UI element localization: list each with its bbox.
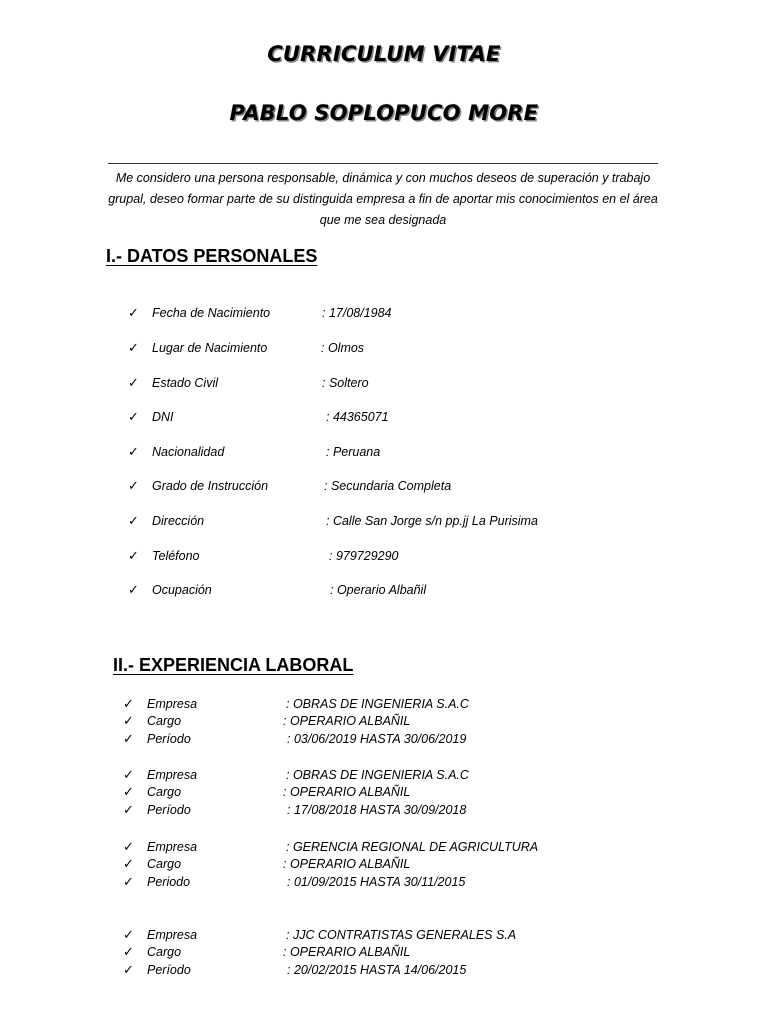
checkmark-icon: ✓ [123, 731, 134, 746]
field-value: : 17/08/1984 [322, 306, 392, 320]
field-value: : OBRAS DE INGENIERIA S.A.C [286, 697, 469, 711]
field-value: : OPERARIO ALBAÑIL [283, 857, 411, 871]
field-label: Periodo [147, 875, 191, 889]
field-value: : Secundaria Completa [324, 479, 452, 493]
field-label: Ocupación [152, 583, 212, 597]
field-value: : 01/09/2015 HASTA 30/11/2015 [287, 875, 466, 889]
checkmark-icon: ✓ [128, 305, 139, 320]
field-label: Empresa [147, 840, 198, 854]
checkmark-icon: ✓ [123, 802, 134, 817]
field-value: : Calle San Jorge s/n pp.jj La Purisima [326, 514, 538, 528]
field-value: : OPERARIO ALBAÑIL [283, 945, 411, 959]
person-name: PABLO SOPLOPUCO MORE [229, 101, 539, 125]
field-value: : 44365071 [326, 410, 389, 424]
field-value: : GERENCIA REGIONAL DE AGRICULTURA [286, 840, 539, 854]
field-value: : Soltero [322, 376, 369, 390]
field-value: : 17/08/2018 HASTA 30/09/2018 [287, 803, 467, 817]
checkmark-icon: ✓ [123, 944, 134, 959]
field-value: : Olmos [321, 341, 365, 355]
field-label: Empresa [147, 768, 198, 782]
checkmark-icon: ✓ [123, 962, 134, 977]
checkmark-icon: ✓ [123, 713, 134, 728]
field-value: : OBRAS DE INGENIERIA S.A.C [286, 768, 469, 782]
checkmark-icon: ✓ [123, 784, 134, 799]
field-label: Cargo [147, 857, 182, 871]
field-label: Período [147, 803, 191, 817]
field-label: Período [147, 963, 191, 977]
field-label: Lugar de Nacimiento [152, 341, 268, 355]
field-label: Fecha de Nacimiento [152, 306, 271, 320]
field-label: Empresa [147, 928, 198, 942]
field-value: : OPERARIO ALBAÑIL [283, 714, 411, 728]
checkmark-icon: ✓ [128, 582, 139, 597]
field-value: : 03/06/2019 HASTA 30/06/2019 [287, 732, 467, 746]
field-label: Teléfono [152, 549, 200, 563]
checkmark-icon: ✓ [128, 340, 139, 355]
checkmark-icon: ✓ [128, 478, 139, 493]
checkmark-icon: ✓ [123, 839, 134, 854]
field-label: Estado Civil [152, 376, 218, 390]
checkmark-icon: ✓ [128, 548, 139, 563]
profile-summary: Me considero una persona responsable, dinámica y con muchos deseos de superación y trabajo grupal, deseo formar parte de su distinguida empresa a fin de aportar mis conocimientos en el área que me sea designada [108, 171, 658, 227]
work-experience-heading: II.- EXPERIENCIA LABORAL [113, 655, 354, 675]
field-value: : Operario Albañil [330, 583, 427, 597]
field-label: Cargo [147, 785, 182, 799]
checkmark-icon: ✓ [128, 375, 139, 390]
field-label: Empresa [147, 697, 198, 711]
field-label: Nacionalidad [152, 445, 225, 459]
checkmark-icon: ✓ [123, 927, 134, 942]
checkmark-icon: ✓ [128, 513, 139, 528]
field-label: Período [147, 732, 191, 746]
checkmark-icon: ✓ [128, 444, 139, 459]
checkmark-icon: ✓ [123, 696, 134, 711]
checkmark-icon: ✓ [123, 856, 134, 871]
personal-data-heading: I.- DATOS PERSONALES [106, 246, 318, 266]
checkmark-icon: ✓ [128, 409, 139, 424]
field-label: Grado de Instrucción [152, 479, 269, 493]
field-value: : 20/02/2015 HASTA 14/06/2015 [287, 963, 467, 977]
checkmark-icon: ✓ [123, 874, 134, 889]
document-title: CURRICULUM VITAE [267, 42, 501, 66]
field-label: DNI [152, 410, 174, 424]
field-value: : JJC CONTRATISTAS GENERALES S.A [286, 928, 517, 942]
field-value: : 979729290 [329, 549, 399, 563]
divider [108, 163, 658, 164]
field-value: : Peruana [326, 445, 381, 459]
field-label: Cargo [147, 945, 182, 959]
field-label: Cargo [147, 714, 182, 728]
checkmark-icon: ✓ [123, 767, 134, 782]
field-label: Dirección [152, 514, 205, 528]
field-value: : OPERARIO ALBAÑIL [283, 785, 411, 799]
